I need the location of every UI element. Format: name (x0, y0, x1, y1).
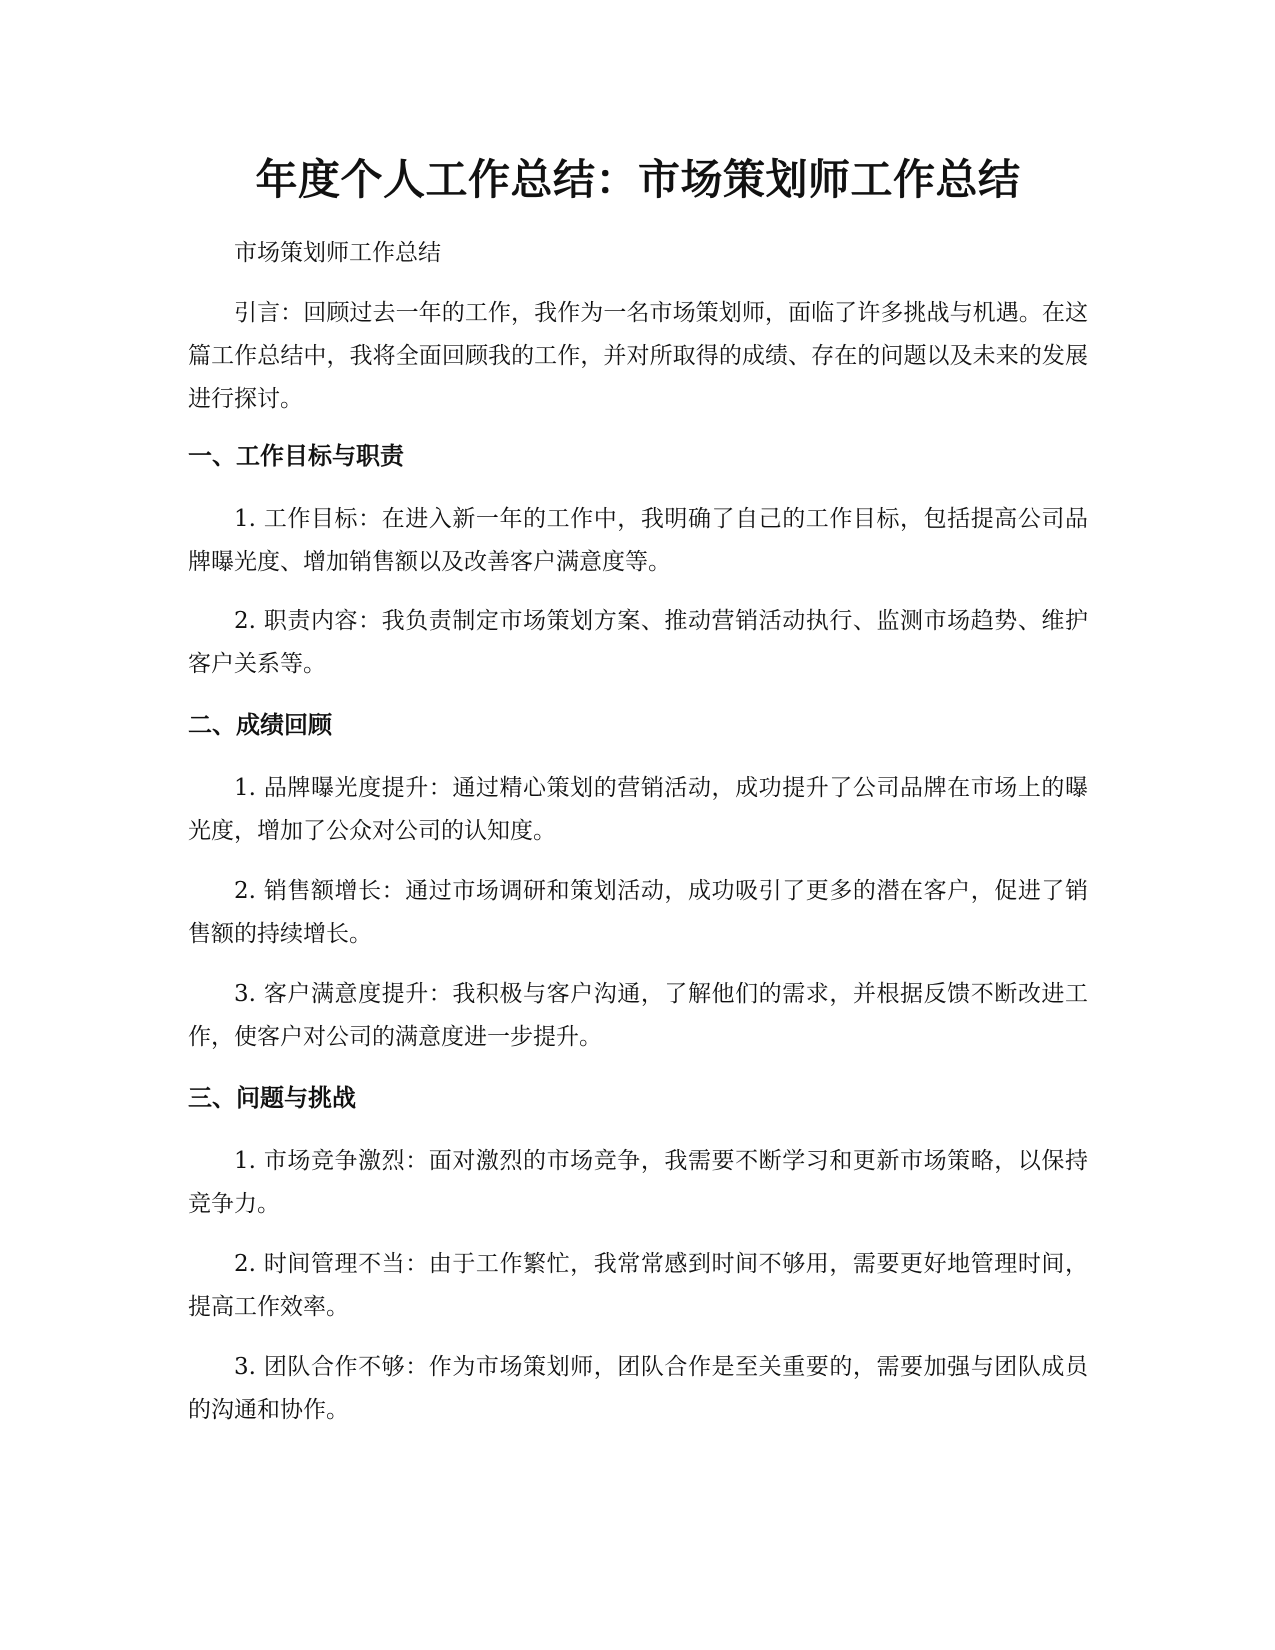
list-item: 1. 品牌曝光度提升：通过精心策划的营销活动，成功提升了公司品牌在市场上的曝光度，增加了公众对公司的认知度。 (188, 775, 1088, 844)
list-item: 1. 工作目标：在进入新一年的工作中，我明确了自己的工作目标，包括提高公司品牌曝光度、增加销售额以及改善客户满意度等。 (188, 506, 1088, 575)
list-item: 3. 团队合作不够：作为市场策划师，团队合作是至关重要的，需要加强与团队成员的沟通和协作。 (188, 1354, 1088, 1423)
list-item: 3. 客户满意度提升：我积极与客户沟通，了解他们的需求，并根据反馈不断改进工作，使客户对公司的满意度进一步提升。 (188, 981, 1088, 1050)
section-heading-goals: 一、工作目标与职责 (188, 442, 404, 470)
list-item: 2. 销售额增长：通过市场调研和策划活动，成功吸引了更多的潜在客户，促进了销售额的持续增长。 (188, 878, 1088, 947)
section-heading-challenges: 三、问题与挑战 (188, 1084, 356, 1112)
list-item: 2. 职责内容：我负责制定市场策划方案、推动营销活动执行、监测市场趋势、维护客户关系等。 (188, 608, 1088, 677)
intro-paragraph: 引言：回顾过去一年的工作，我作为一名市场策划师，面临了许多挑战与机遇。在这篇工作总结中，我将全面回顾我的工作，并对所取得的成绩、存在的问题以及未来的发展进行探讨。 (188, 300, 1088, 412)
document-title: 年度个人工作总结：市场策划师工作总结 (255, 155, 1021, 204)
list-item: 1. 市场竞争激烈：面对激烈的市场竞争，我需要不断学习和更新市场策略，以保持竞争力。 (188, 1148, 1088, 1217)
document-subtitle: 市场策划师工作总结 (234, 240, 441, 266)
section-heading-achievements: 二、成绩回顾 (188, 711, 332, 739)
list-item: 2. 时间管理不当：由于工作繁忙，我常常感到时间不够用，需要更好地管理时间，提高工作效率。 (188, 1251, 1088, 1320)
